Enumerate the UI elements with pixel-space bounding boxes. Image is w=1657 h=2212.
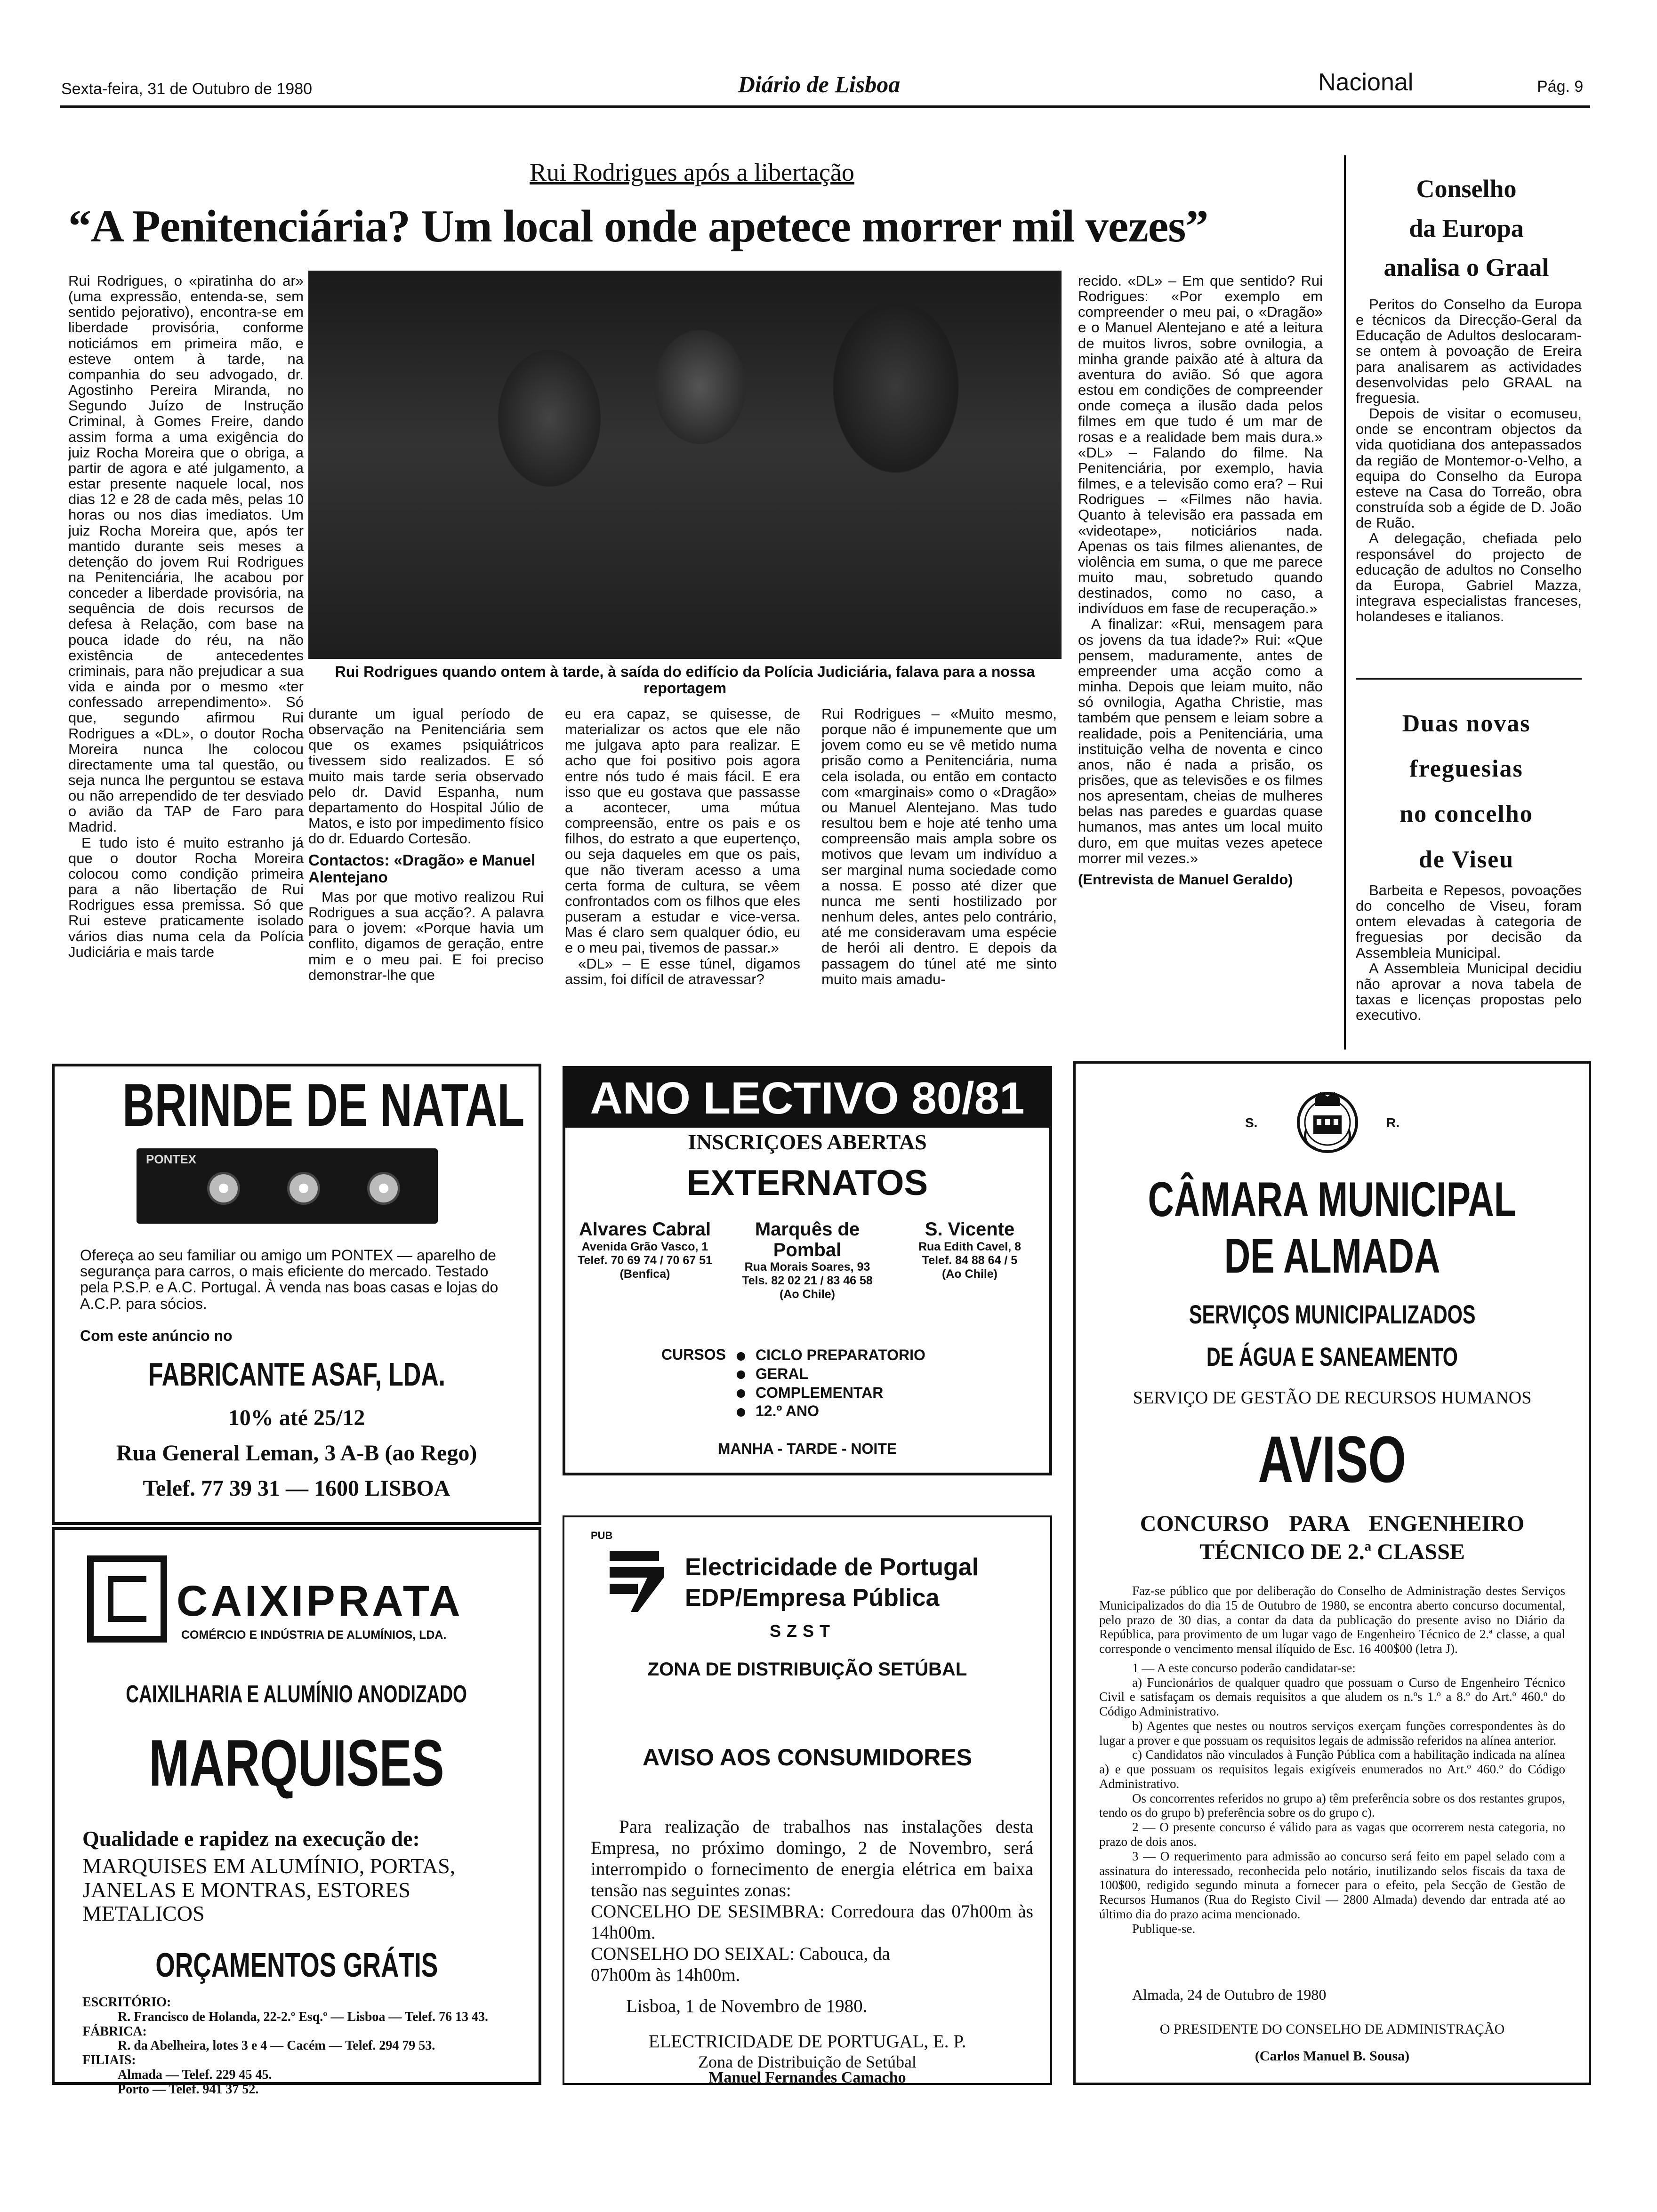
courses-list — [737, 1345, 925, 1422]
caixiprata-logo-icon — [87, 1555, 167, 1643]
filiais-label: FILIAIS: — [82, 2053, 136, 2068]
school-addr: Avenida Grão Vasco, 1 — [581, 1240, 708, 1253]
caixiprata-big — [52, 1725, 541, 1801]
edp-title: AVISO AOS CONSUMIDORES — [642, 1744, 973, 1771]
sidebar2-title-line: de Viseu — [1418, 846, 1514, 873]
pontex-knob-icon — [207, 1172, 240, 1205]
edp-sig2: Zona de Distribuição de Setúbal — [698, 2052, 917, 2071]
camara-para: Os concorrentes referidos no grupo a) têm preferência sobre os dos restantes grupos, tendo os do grupo b) preferência sobre os do grupo c). — [1099, 1791, 1565, 1820]
pontex-knob-icon — [367, 1172, 400, 1205]
sidebar2-body — [1356, 882, 1582, 1023]
sidebar1-title-line: Conselho — [1416, 175, 1517, 203]
photo-caption: Rui Rodrigues quando ontem à tarde, à saída do edifício da Polícia Judiciária, falava para a nossa reportagem — [335, 663, 1035, 697]
school-area: (Benfica) — [619, 1267, 670, 1281]
school-phone: Telef. 84 88 64 / 5 — [922, 1254, 1018, 1267]
school-area: (Ao Chile) — [779, 1288, 836, 1301]
course-item — [737, 1347, 925, 1364]
masthead-logo: Diário de Lisboa — [738, 71, 901, 97]
edp-sig1: ELECTRICIDADE DE PORTUGAL, E. P. — [648, 2031, 966, 2052]
sidebar-divider — [1356, 678, 1582, 680]
article-byline: (Entrevista de Manuel Geraldo) — [1078, 871, 1293, 888]
col4-para: Rui Rodrigues – «Muito mesmo, porque não é impunemente que um jovem como eu se vê metido numa prisão como a Penitenciária, numa cela isolada, ou então em contacto com «marginais» como o «Dragão» ou Manuel Alentejano. Mas tudo resultou bem e hoje até tenho uma compreensão mais ampla sobre os motivos que levam um indivíduo a ser marginal numa sociedade como a nossa. E posso até dizer que nunca me senti hostilizado por nenhum deles, antes pelo contrário, até me consideravam uma espécie de herói ali dentro. E depois da passagem do túnel até me sinto muito mais amadu- — [821, 705, 1057, 987]
camara-para: Faz-se público que por deliberação do Conselho de Administração destes Serviços Municipalizados do dia 15 de Outubro de 1980, se encontra aberto concurso documental, pelo prazo de 30 dias, a contar da data da publicação do presente aviso no Diário da República, para provimento de um lugar vago de Engenheiro Técnico de 2.ª classe, a qual corresponde o vencimento mensal ilíquido de Esc. 16 400$00 (letra J). — [1099, 1584, 1565, 1656]
col5-para: A finalizar: «Rui, mensagem para os jovens da tua idade?» Rui: «Que pensem, maduramente, antes de empreender uma acção como a minha. Depois que leiam muito, não só ovnilogia, Agatha Christie, mas também que pensem e leiam sobre a realidade, pois a Penitenciária, uma instituição velha de noventa e cinco anos, não é nada a prisão, os prisões, que as televisões e os filmes nos apresentam, cheias de mulheres belas nas paredes e guardas quase humanos, mas antes um local muito duro, em que muitas vezes apetece morrer mil vezes.» — [1078, 616, 1323, 866]
col1-para: E tudo isto é muito estranho já que o doutor Rocha Moreira colocou como condição primeira para a não libertação de Rui Rodrigues essa premissa. Só que Rui esteve praticamente isolado vários dias numa cela da Polícia Judiciária e mais tarde — [68, 834, 304, 960]
bullet-icon — [737, 1352, 745, 1361]
caixiprata-big-text: MARQUISES — [149, 1726, 444, 1800]
edp-zone1: CONCELHO DE SESIMBRA: Corredoura das 07h00m às 14h00m. — [591, 1901, 1033, 1943]
course-label: 12.º ANO — [756, 1403, 819, 1420]
ad-brinde-title — [52, 1071, 541, 1140]
bullet-icon — [737, 1370, 745, 1379]
escritorio-address: R. Francisco de Holanda, 22-2.º Esq.º — Lisboa — Telef. 76 13 43. — [118, 2009, 488, 2024]
ad-brinde-company-text: FABRICANTE ASAF, LDA. — [148, 1356, 445, 1393]
article-photo — [308, 271, 1062, 659]
article-col2 — [308, 706, 544, 983]
camara-para: b) Agentes que nestes ou noutros serviços exerçam funções correspondentes às do lugar a prover e que possuam os requisitos legais de admissão referidos na alínea anterior. — [1099, 1718, 1565, 1747]
sidebar2-para: Barbeita e Repesos, povoações do concelho de Viseu, foram ontem elevadas à categoria de freguesias por decisão da Assembleia Municipal. — [1356, 882, 1582, 961]
col3-para: «DL» – E esse túnel, digamos assim, foi difícil de atravessar? — [565, 955, 800, 987]
course-label: COMPLEMENTAR — [756, 1384, 884, 1401]
sidebar1-title-line: da Europa — [1409, 214, 1524, 242]
camara-body — [1099, 1584, 1565, 1936]
ad-brinde-phone: Telef. 77 39 31 — 1600 LISBOA — [143, 1476, 450, 1501]
camara-concurso1: CONCURSO PARA ENGENHEIRO — [1140, 1511, 1525, 1536]
col3-para: eu era capaz, se quisesse, de materializar os actos que ele não me julgava apto para realizar. E acho que foi positivo pois agora entre nós tudo é mais fácil. E era isso que eu gostava que passasse a acontecer, uma mútua compreensão, entre os pais e os filhos, do estrato a que eupertenço, ou seja daqueles em que os pais, que não tiveram acesso a uma certa forma de cultura, se vêem confrontados com os filhos que eles puseram a estudar e vice-versa. Mas é claro sem qualquer ódio, eu e o meu pai, tivemos de passar.» — [565, 705, 800, 956]
caixiprata-items: MARQUISES EM ALUMÍNIO, PORTAS, JANELAS E MONTRAS, ESTORES METALICOS — [82, 1854, 456, 1926]
edp-date: Lisboa, 1 de Novembro de 1980. — [626, 1996, 868, 2016]
sidebar1-para: Depois de visitar o ecomuseu, onde se encontram objectos da vida quotidiana dos antepassados da região de Montemor-o-Velho, a equipa do Conselho da Europa esteve na Casa do Torreão, obra construída sob a égide de D. João de Ruão. — [1356, 405, 1582, 531]
edp-text: Para realização de trabalhos nas instalações desta Empresa, no próximo domingo, 2 de Novembro, será interrompido o fornecimento de energia elétrica em baixa tensão nas seguintes zonas: — [591, 1817, 1033, 1900]
column-divider — [1344, 155, 1346, 1050]
ad-brinde-title-text: BRINDE DE NATAL — [122, 1072, 525, 1139]
school-svicente — [892, 1219, 1047, 1281]
col2-para: Mas por que motivo realizou Rui Rodrigues a sua acção?. A palavra para o jovem: «Porque havia um conflito, digamos de geração, entre mim e o meu pai. E foi preciso demonstrar-lhe que — [308, 889, 544, 983]
col5-para: recido. «DL» – Em que sentido? Rui Rodrigues: «Por exemplo em compreender o meu pai, o «Dragão» e o Manuel Alentejano e até a leitura de muitos livros, sobre ovnilogia, a minha grande paixão até à altura da aventura do avião. Só que agora estou em condições de compreender onde começa a ilusão dada pelos filmes em que tudo é um mar de rosas e a realidade bem mais dura.» «DL» – Falando do filme. Na Penitenciária, por exemplo, havia filmes, e a televisão como era? – Rui Rodrigues – «Filmes não havia. Quanto à televisão era passada em «videotape», noticiários nada. Apenas os tais filmes alienantes, de violência em suma, o que me parece muito mau, sobretudo quando destinados, como no caso, a indivíduos em fase de recuperação.» — [1078, 272, 1323, 617]
school-name: Marquês de Pombal — [755, 1219, 860, 1260]
filial-almada: Almada — Telef. 229 45 45. — [118, 2067, 272, 2082]
caixiprata-line1-text: CAIXILHARIA E ALUMÍNIO ANODIZADO — [126, 1681, 467, 1708]
camara-name: (Carlos Manuel B. Sousa) — [1255, 2048, 1410, 2064]
pontex-label: PONTEX — [146, 1152, 196, 1166]
school-addr: Rua Edith Cavel, 8 — [918, 1240, 1022, 1253]
bullet-icon — [737, 1408, 745, 1417]
camara-sub2 — [1073, 1341, 1591, 1372]
camara-para: Publique-se. — [1132, 1921, 1196, 1936]
school-marques — [727, 1219, 887, 1301]
sidebar1-para: Peritos do Conselho da Europa e técnicos da Direcção-Geral da Educação de Adultos deslocaram-se ontem à povoação de Ereira para analisarem as actividades desenvolvidas pelo GRAAL na freguesia. — [1356, 296, 1582, 406]
school-area: (Ao Chile) — [941, 1267, 998, 1281]
sidebar2-para: A Assembleia Municipal decidiu não aprovar a nova tabela de taxas e licenças propostas pelo executivo. — [1356, 960, 1582, 1024]
article-headline: “A Penitenciária? Um local onde apetece morrer mil vezes” — [68, 201, 1208, 252]
article-kicker: Rui Rodrigues após a libertação — [530, 158, 854, 186]
camara-para: a) Funcionários de qualquer quadro que possuam o Curso de Engenheiro Técnico Civil e satisfaçam os demais requisitos a que aludem os n.ºs 1.º a 8.º do Art.º 460.º do Código Administrativo. — [1099, 1675, 1565, 1719]
col2-para: durante um igual período de observação na Penitenciária sem que os exames psiquiátricos tivessem sido realizados. E só muito mais tarde seria observado pelo dr. David Espanha, num departamento do Hospital Júlio de Matos, e isto por impedimento físico do dr. Eduardo Cortesão. — [308, 705, 544, 847]
col1-para: Rui Rodrigues, o «piratinha do ar» (uma expressão, entenda-se, sem sentido pejorativo), encontra-se em liberdade provisória, conforme noticiámos em primeira mão, e esteve ontem à tarde, na companhia do seu advogado, dr. Agostinho Pereira Miranda, no Segundo Juízo de Instrução Criminal, à Gomes Freire, dando assim forma a uma exigência do juiz Rocha Moreira que o obriga, a partir de agora e até julgamento, a estar presente naquele local, nos dias 12 e 28 de cada mês, pelas 10 horas ou nos dias imediatos. Um juiz Rocha Moreira que, após ter mantido durante seis meses a detenção do jovem Rui Rodrigues na Penitenciária, lhe acabou por conceder a liberdade provisória, na sequência de dois recursos de defesa à Relação, com base na pouca idade do réu, na não existência de antecedentes criminais, para não prejudicar a sua vida e ainda por o mesmo «ter confessado arrependimento». Só que, segundo afirmou Rui Rodrigues a «DL», o doutor Rocha Moreira nunca lhe colocou directamente uma tal questão, ou seja nunca lhe perguntou se estava ou não arrependido de ter desviado o avião da TAP de Faro para Madrid. — [68, 272, 304, 835]
fabrica-label: FÁBRICA: — [82, 2024, 147, 2039]
edp-sig3: Manuel Fernandes Camacho — [708, 2069, 906, 2086]
ad-brinde-text: Ofereça ao seu familiar ou amigo um PONTEX — aparelho de segurança para carros, o mais eficiente do mercado. Testado pela P.S.P. e A.C. Portugal. À venda nas boas casas e lojas do A.C.P. para sócios. — [80, 1247, 499, 1312]
caixiprata-logo-text: CAIXIPRATA — [177, 1577, 463, 1625]
school-alvares — [567, 1219, 723, 1281]
edp-zone: ZONA DE DISTRIBUIÇÃO SETÚBAL — [647, 1659, 967, 1680]
course-item — [737, 1385, 925, 1402]
sidebar2-title-line: Duas novas — [1402, 710, 1531, 737]
school-name: Alvares Cabral — [579, 1219, 711, 1240]
article-col1 — [68, 273, 304, 960]
ad-ano-title: EXTERNATOS — [686, 1163, 928, 1203]
ad-ano-subtitle: INSCRIÇOES ABERTAS — [688, 1130, 927, 1154]
header-rule — [60, 105, 1590, 108]
camara-para: 2 — O presente concurso é válido para as vagas que ocorrerem nesta categoria, no prazo de dois anos. — [1099, 1820, 1565, 1849]
article-subhead: Contactos: «Dragão» e Manuel Alentejano — [308, 851, 536, 886]
camara-title1-text: CÂMARA MUNICIPAL — [1148, 1172, 1517, 1227]
school-addr: Rua Morais Soares, 93 — [744, 1260, 870, 1274]
pontex-knob-icon — [287, 1172, 320, 1205]
camara-sub2-text: DE ÁGUA E SANEAMENTO — [1206, 1342, 1458, 1371]
sidebar2-title-line: no concelho — [1400, 801, 1533, 828]
ad-brinde-address: Rua General Leman, 3 A-B (ao Rego) — [116, 1441, 477, 1466]
caixiprata-logo-sub: COMÉRCIO E INDÚSTRIA DE ALUMÍNIOS, LDA. — [181, 1628, 447, 1642]
camara-para: 3 — O requerimento para admissão ao concurso será feito em papel selado com a assinatura do interessado, reconhecida pelo notário, inutilizando selos fiscais da taxa de 100$00, redigido segundo minuta a fornecer para o efeito, pela Secção de Gestão de Recursos Humanos (Rua do Registo Civil — 2800 Almada) devendo dar entrada até ao último dia do prazo acima mencionado. — [1099, 1849, 1565, 1921]
camara-sub1 — [1073, 1299, 1591, 1330]
ad-brinde-note: Com este anúncio no — [80, 1327, 233, 1344]
course-label: CICLO PREPARATORIO — [756, 1346, 925, 1363]
edp-zone2: CONSELHO DO SEIXAL: Cabouca, da 07h00m às 14h00m. — [591, 1944, 890, 1985]
camara-signatory: O PRESIDENTE DO CONSELHO DE ADMINISTRAÇÃO — [1159, 2021, 1505, 2037]
school-name: S. Vicente — [925, 1219, 1015, 1240]
edp-name2: EDP/Empresa Pública — [685, 1584, 940, 1611]
camara-title2 — [1073, 1228, 1591, 1284]
course-item — [737, 1366, 925, 1383]
edp-pub-label: PUB — [591, 1530, 613, 1541]
camara-aviso-text: AVISO — [1258, 1422, 1407, 1496]
camara-date: Almada, 24 de Outubro de 1980 — [1132, 1986, 1327, 2003]
sidebar2-title — [1346, 701, 1586, 882]
header-date: Sexta-feira, 31 de Outubro de 1980 — [61, 80, 313, 98]
camara-para: c) Candidatos não vinculados à Função Pública com a habilitação indicada na alínea a) e que possuam os requisitos legais exigíveis enumerados no Art.º 460.º do Código Administrativo. — [1099, 1747, 1565, 1791]
course-label: GERAL — [756, 1365, 808, 1382]
article-col4 — [821, 706, 1057, 987]
ad-brinde-discount: 10% até 25/12 — [228, 1405, 365, 1430]
caixiprata-orcamentos-text: ORÇAMENTOS GRÁTIS — [155, 1947, 438, 1984]
school-phone: Telef. 70 69 74 / 70 67 51 — [578, 1254, 712, 1267]
courses-label: CURSOS — [661, 1346, 726, 1363]
camara-para: 1 — A este concurso poderão candidatar-se: — [1132, 1660, 1356, 1675]
article-col3 — [565, 706, 800, 987]
sidebar1-body — [1356, 297, 1582, 624]
camara-sub3: SERVIÇO DE GESTÃO DE RECURSOS HUMANOS — [1133, 1388, 1532, 1408]
pontex-device — [137, 1148, 438, 1224]
seal-left-letter: S. — [1245, 1115, 1258, 1130]
edp-logo-icon — [605, 1546, 666, 1617]
camara-aviso — [1073, 1421, 1591, 1498]
caixiprata-line1 — [52, 1680, 541, 1708]
caixiprata-logo-inner — [108, 1576, 146, 1622]
camara-sub1-text: SERVIÇOS MUNICIPALIZADOS — [1189, 1299, 1476, 1329]
edp-name1: Electricidade de Portugal — [685, 1554, 979, 1581]
ad-ano-banner: ANO LECTIVO 80/81 — [565, 1069, 1049, 1128]
caixiprata-orcamentos — [52, 1946, 541, 1985]
filial-porto: Porto — Telef. 941 37 52. — [118, 2082, 259, 2097]
school-phone: Tels. 82 02 21 / 83 46 58 — [742, 1274, 873, 1287]
sidebar1-para: A delegação, chefiada pelo responsável do projecto de educação de adultos no Conselho da Europa, Gabriel Mazza, integrava especialistas franceses, holandeses e italianos. — [1356, 530, 1582, 625]
page-number: Pág. 9 — [1537, 78, 1584, 96]
fabrica-address: R. da Abelheira, lotes 3 e 4 — Cacém — Telef. 294 79 53. — [118, 2038, 435, 2053]
sidebar1-title-line: analisa o Graal — [1384, 253, 1549, 282]
sidebar1-title — [1346, 169, 1586, 288]
caixiprata-contacts — [82, 1996, 515, 2097]
caixiprata-quality: Qualidade e rapidez na execução de: — [82, 1827, 420, 1851]
escritorio-label: ESCRITÓRIO: — [82, 1995, 171, 2010]
bullet-icon — [737, 1389, 745, 1398]
ad-brinde-company — [52, 1355, 541, 1393]
camara-title1 — [1073, 1172, 1591, 1228]
municipal-seal-icon — [1287, 1078, 1367, 1158]
course-item — [737, 1403, 925, 1420]
camara-concurso2: TÉCNICO DE 2.ª CLASSE — [1199, 1539, 1465, 1564]
article-col5 — [1078, 273, 1323, 887]
sidebar2-title-line: freguesias — [1409, 755, 1523, 783]
edp-code: SZST — [770, 1621, 836, 1641]
ad-ano-shifts: MANHA - TARDE - NOITE — [717, 1440, 897, 1457]
camara-title2-text: DE ALMADA — [1224, 1229, 1440, 1283]
section-label: Nacional — [1318, 69, 1414, 96]
seal-right-letter: R. — [1386, 1115, 1400, 1130]
